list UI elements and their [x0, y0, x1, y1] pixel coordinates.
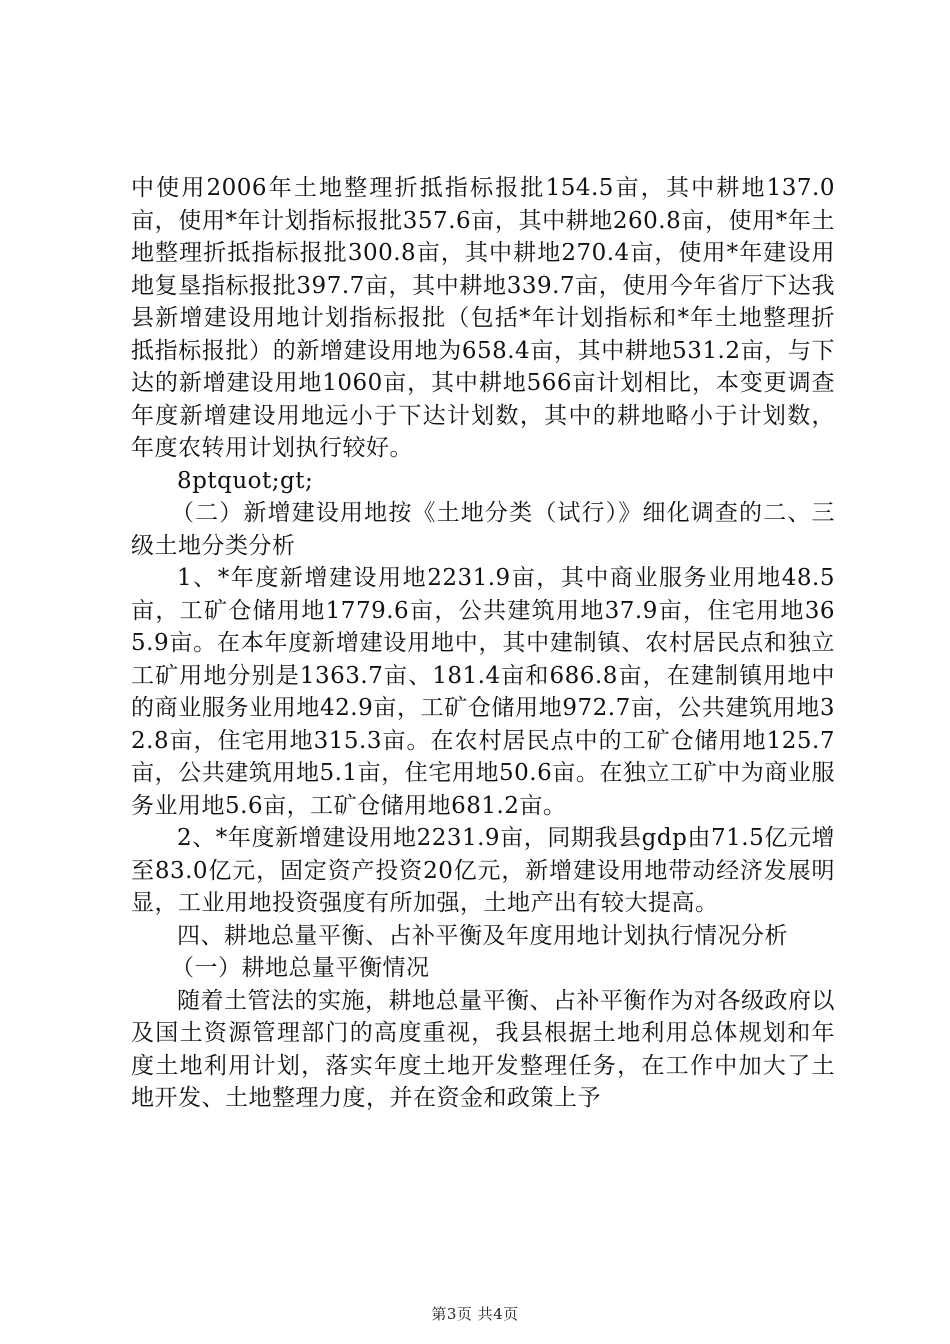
subsection-heading-total-balance: （一）耕地总量平衡情况: [171, 955, 430, 981]
paragraph-farmland-balance: 随着土管法的实施，耕地总量平衡、占补平衡作为对各级政府以及国土资源管理部门的高度重视，我县根据土地利用总体规划和年度土地利用计划，落实年度土地开发整理任务，在工作中加大了土地开发、土地整理力度，并在资金和政策上予: [131, 987, 835, 1111]
section-heading-farmland-balance: 四、耕地总量平衡、占补平衡及年度用地计划执行情况分析: [177, 922, 788, 949]
section-heading-land-classification: （二）新增建设用地按《土地分类（试行）》细化调查的二、三级土地分类分析: [131, 500, 835, 559]
paragraph-land-indicators: 中使用2006年土地整理折抵指标报批154.5亩，其中耕地137.0亩，使用*年计划指标报批357.6亩，其中耕地260.8亩，使用*年土地整理折抵指标报批300.8亩，其中耕地270.4亩，使用*年建设用地复垦指标报批397.7亩，其中耕地339.7亩，使用今年省厅下达我县新增建设用地计划指标报批（包括*年计划指标和*年土地整理折抵指标报批）的新增建设用地为658.4亩，其中耕地531.2亩，与下达的新增建设用地1060亩，其中耕地566亩计划相比，本变更调查年度新增建设用地远小于下达计划数，其中的耕地略小于计划数，年度农转用计划执行较好。: [131, 175, 835, 461]
paragraph-stray-markup: 8ptquot;gt;: [177, 467, 314, 494]
document-body: [131, 172, 835, 1115]
paragraph-item-2: 2、*年度新增建设用地2231.9亩，同期我县gdp由71.5亿元增至83.0亿元，固定资产投资20亿元，新增建设用地带动经济发展明显，工业用地投资强度有所加强，土地产出有较大提高。: [131, 825, 835, 916]
page-number-footer: 第3页 共4页: [431, 1305, 519, 1323]
paragraph-item-1: 1、*年度新增建设用地2231.9亩，其中商业服务业用地48.5亩，工矿仓储用地1779.6亩，公共建筑用地37.9亩，住宅用地365.9亩。在本年度新增建设用地中，其中建制镇、农村居民点和独立工矿用地分别是1363.7亩、181.4亩和686.8亩，在建制镇用地中的商业服务业用地42.9亩，工矿仓储用地972.7亩，公共建筑用地32.8亩，住宅用地315.3亩。在农村居民点中的工矿仓储用地125.7亩，公共建筑用地5.1亩，住宅用地50.6亩。在独立工矿中为商业服务业用地5.6亩，工矿仓储用地681.2亩。: [131, 565, 835, 819]
